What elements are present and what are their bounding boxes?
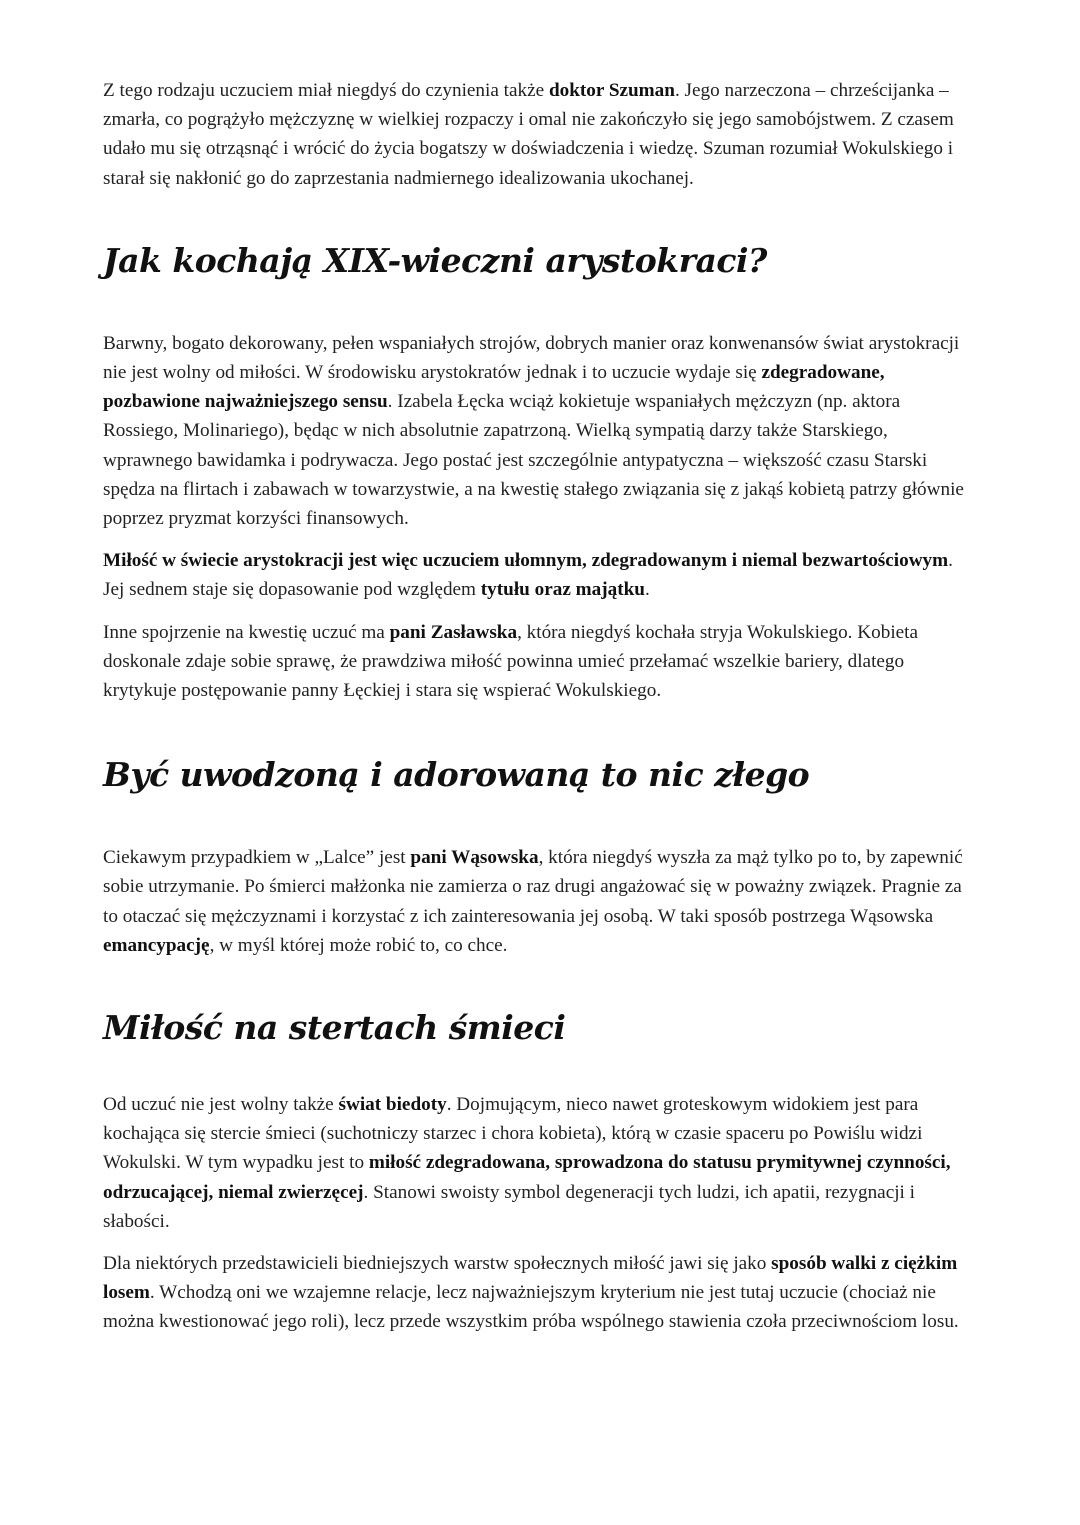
heading-wasowska: Być uwodzoną i adorowaną to nic złego — [103, 755, 810, 795]
bold-aristocracy-love: Miłość w świecie arystokracji jest więc uczuciem ułomnym, zdegradowanym i niemal bezwartościowym — [103, 550, 949, 572]
paragraph-poverty-struggle: Dla niektórych przedstawicieli biedniejszych warstw społecznych miłość jawi się jako sposób walki z ciężkim losem. Wchodzą oni we wzajemne relacje, lecz najważniejszym kryterium nie jest tutaj uczucie (chociaż nie można kwestionować jego roli), lecz przede wszystkim próba wspólnego stawienia czoła przeciwnościom losu. — [103, 1253, 959, 1333]
paragraph-wasowska: Ciekawym przypadkiem w „Lalce” jest pani Wąsowska, która niegdyś wyszła za mąż tylko po to, by zapewnić sobie utrzymanie. Po śmierci małżonka nie zamierza o raz drugi angażować się w poważny związek. Pragnie za to otaczać się mężczyznami i korzystać z ich zainteresowania jej osobą. W taki sposób postrzega Wąsowska emancypację, w myśl której może robić to, co chce. — [103, 847, 963, 956]
paragraph-zaslawska: Inne spojrzenie na kwestię uczuć ma pani Zasławska, która niegdyś kochała stryja Wokulskiego. Kobieta doskonale zdaje sobie sprawę, że prawdziwa miłość powinna umieć przełamać wszelkie bariery, dlatego krytykuje postępowanie panny Łęckiej i stara się wspierać Wokulskiego. — [103, 621, 919, 702]
bold-pani-wasowska: pani Wąsowska — [410, 847, 539, 869]
bold-emancypacja: emancypację — [103, 934, 210, 956]
paragraph-poverty-world: Od uczuć nie jest wolny także świat biedoty. Dojmującym, nieco nawet groteskowym widokiem jest para kochająca się stercie śmieci (suchotniczy starzec i chora kobieta), którą w czasie spaceru po Powiślu widzi Wokulski. W tym wypadku jest to miłość zdegradowana, sprowadzona do statusu prymitywnej czynności, odrzucającej, niemal zwierzęcej. Stanowi swoisty symbol degeneracji tych ludzi, ich apatii, rezygnacji i słabości. — [103, 1094, 951, 1232]
bold-pani-zaslawska: pani Zasławska — [389, 621, 518, 643]
bold-swiat-biedoty: świat biedoty — [338, 1094, 447, 1116]
heading-aristocrats: Jak kochają XIX-wieczni arystokraci? — [103, 240, 767, 280]
bold-degraded-love: zdegradowane, pozbawione najważniejszego sensu — [103, 362, 885, 413]
paragraph-aristocracy-world: Barwny, bogato dekorowany, pełen wspaniałych strojów, dobrych manier oraz konwenansów świat arystokracji nie jest wolny od miłości. W środowisku arystokratów jednak i to uczucie wydaje się zdegradowane, pozbawione najważniejszego sensu. Izabela Łęcka wciąż kokietuje wspaniałych mężczyzn (np. aktora Rossiego, Molinariego), będąc w nich absolutnie zapatrzoną. Wielką sympatią darzy także Starskiego, wprawnego bawidamka i podrywacza. Jego postać jest szczególnie antypatyczna – większość czasu Starski spędza na flirtach i zabawach w towarzystwie, a na kwestię stałego związania się z jakąś kobietą patrzy głównie poprzez pryzmat korzyści finansowych. — [103, 332, 964, 530]
heading-poverty: Miłość na stertach śmieci — [103, 1008, 566, 1048]
bold-title-wealth: tytułu oraz majątku — [480, 579, 645, 601]
bold-doktor-szuman: doktor Szuman — [548, 80, 675, 101]
document-page — [103, 76, 973, 1337]
paragraph-szuman: Z tego rodzaju uczuciem miał niegdyś do czynienia także doktor Szuman. Jego narzeczona – chrześcijanka – zmarła, co pogrążyło mężczyznę w wielkiej rozpaczy i omal nie zakończyło się jego samobójstwem. Z czasem udało mu się otrząsnąć i wrócić do życia bogatszy w doświadczenia i wiedzę. Szuman rozumiał Wokulskiego i starał się nakłonić go do zaprzestania nadmiernego idealizowania ukochanej. — [103, 80, 954, 189]
paragraph-aristocracy-summary: Miłość w świecie arystokracji jest więc uczuciem ułomnym, zdegradowanym i niemal bezwartościowym. Jej sednem staje się dopasowanie pod względem tytułu oraz majątku. — [103, 550, 953, 601]
bold-fight-fate: sposób walki z ciężkim losem — [103, 1253, 958, 1304]
bold-degraded-animal-love: miłość zdegradowana, sprowadzona do statusu prymitywnej czynności, odrzucającej, niemal zwierzęcej — [103, 1152, 951, 1203]
